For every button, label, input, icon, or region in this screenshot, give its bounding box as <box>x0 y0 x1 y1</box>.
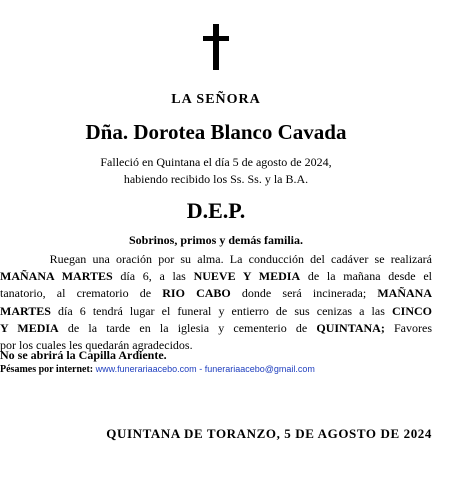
website-link[interactable]: www.funerariaacebo.com <box>95 364 197 374</box>
cross-icon <box>199 24 233 72</box>
link-separator: - <box>196 364 205 374</box>
family-line: Sobrinos, primos y demás familia. <box>128 233 303 247</box>
paragraph-line-4: MARTES día 6 tendrá lugar el funeral y entierro de sus cenizas a las CINCO <box>0 303 432 318</box>
death-notice-line-2: habiendo recibido los Ss. Ss. y la B.A. <box>123 172 309 186</box>
paragraph-line-5: Y MEDIA de la tarde en la iglesia y cementerio de QUINTANA; Favores <box>0 320 432 335</box>
paragraph-line-6: por los cuales les quedarán agradecidos. <box>0 337 193 352</box>
pesames-line <box>0 364 315 375</box>
pesames-label: Pésames por internet: <box>0 364 94 375</box>
death-notice <box>0 154 432 188</box>
deceased-name: Dña. Dorotea Blanco Cavada <box>85 120 347 144</box>
email-link[interactable]: funerariaacebo@gmail.com <box>204 364 315 374</box>
paragraph-line-3: tanatorio, al crematorio de RIO CABO donde será incinerada; MAÑANA <box>0 286 432 301</box>
dep-heading: D.E.P. <box>186 198 246 223</box>
paragraph-line-2: MAÑANA MARTES día 6, a las NUEVE Y MEDIA de la mañana desde el <box>0 269 432 284</box>
paragraph-line-1: Ruegan una oración por su alma. La conducción del cadáver se realizará <box>49 252 432 266</box>
no-capilla-notice: No se abrirá la Capilla Ardiente. <box>0 348 167 362</box>
death-notice-line-1: Falleció en Quintana el día 5 de agosto de 2024, <box>100 155 332 169</box>
funeral-details-paragraph <box>0 251 432 354</box>
heading-la-senora: LA SEÑORA <box>171 92 261 107</box>
place-date-footer: QUINTANA DE TORANZO, 5 DE AGOSTO DE 2024 <box>106 426 432 441</box>
